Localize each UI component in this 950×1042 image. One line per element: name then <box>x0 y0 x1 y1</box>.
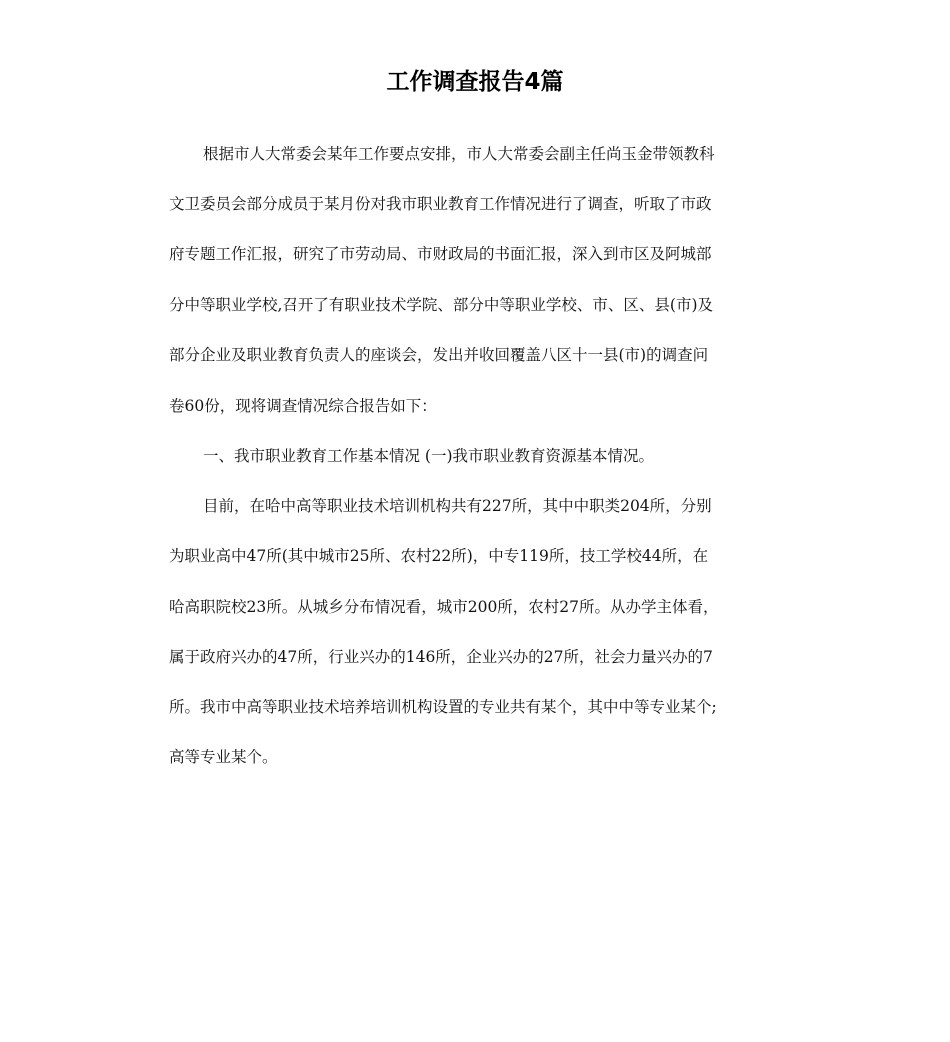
paragraph-3-line-2: 为职业高中47所(其中城市25所、农村22所)，中专119所，技工学校44所，在 <box>169 547 709 565</box>
paragraph-3-line-3: 哈高职院校23所。从城乡分布情况看，城市200所，农村27所。从办学主体看， <box>169 598 719 616</box>
paragraph-1-line-2: 文卫委员会部分成员于某月份对我市职业教育工作情况进行了调查，听取了市政 <box>169 195 712 213</box>
paragraph-3-line-4: 属于政府兴办的47所，行业兴办的146所，企业兴办的27所，社会力量兴办的7 <box>169 648 713 666</box>
paragraph-3-line-5: 所。我市中高等职业技术培养培训机构设置的专业共有某个，其中中等专业某个; <box>169 698 717 716</box>
paragraph-3-line-1: 目前，在哈中高等职业技术培训机构共有227所，其中中职类204所，分别 <box>203 497 712 515</box>
document-title: 工作调查报告4篇 <box>386 69 564 95</box>
paragraph-1-line-5: 部分企业及职业教育负责人的座谈会，发出并收回覆盖八区十一县(市)的调查问 <box>169 346 709 364</box>
paragraph-3-line-6: 高等专业某个。 <box>169 748 278 766</box>
paragraph-1-line-6: 卷60份，现将调查情况综合报告如下： <box>169 397 437 415</box>
paragraph-1-line-4: 分中等职业学校,召开了有职业技术学院、部分中等职业学校、市、区、县(市)及 <box>169 296 714 314</box>
paragraph-2-line-1: 一、我市职业教育工作基本情况 (一)我市职业教育资源基本情况。 <box>203 447 655 465</box>
paragraph-1-line-3: 府专题工作汇报，研究了市劳动局、市财政局的书面汇报，深入到市区及阿城部 <box>169 245 712 263</box>
paragraph-1-line-1: 根据市人大常委会某年工作要点安排，市人大常委会副主任尚玉金带领教科 <box>203 145 715 163</box>
